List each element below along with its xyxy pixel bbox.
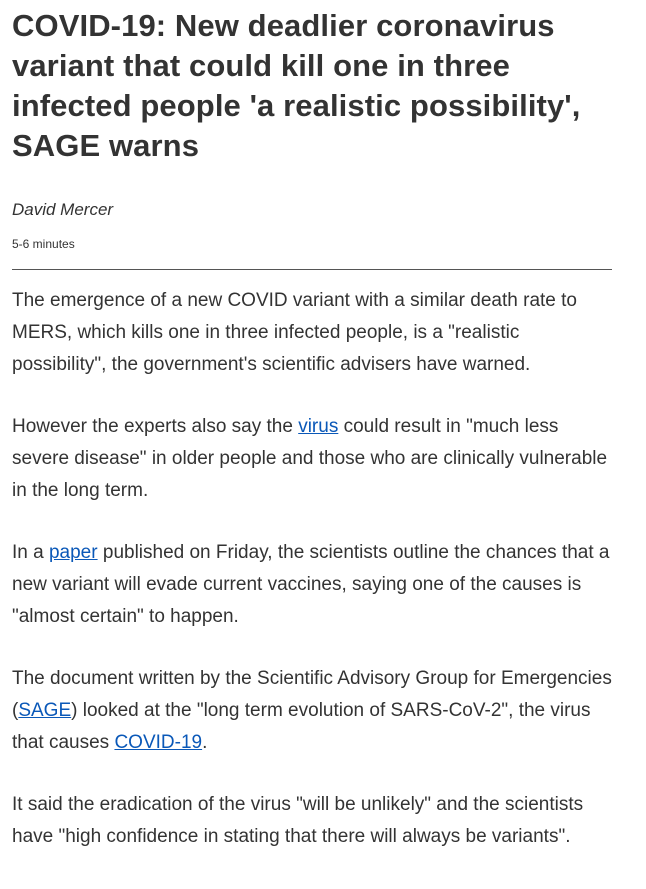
reading-time: 5-6 minutes <box>12 237 75 251</box>
paragraph-4 <box>12 663 612 759</box>
virus-link[interactable]: virus <box>298 416 339 437</box>
paragraph-1: The emergence of a new COVID variant with a similar death rate to MERS, which kills one in three infected people, is a "realistic possibility", the government's scientific advisers have warned. <box>12 290 577 375</box>
sage-link[interactable]: SAGE <box>18 700 72 721</box>
paper-link[interactable]: paper <box>48 542 98 563</box>
paragraph-4-text-middle: ) looked at the "long term evolution of SARS-CoV-2", the virus that causes <box>12 700 591 753</box>
paragraph-2-text-after: could result in "much less severe disease" in older people and those who are clinically vulnerable in the long term. <box>12 416 608 501</box>
article-headline: COVID-19: New deadlier coronavirus variant that could kill one in three infected people 'a realistic possibility', SAGE warns <box>12 8 581 163</box>
paragraph-2 <box>12 411 612 507</box>
paragraph-3-text-after: published on Friday, the scientists outline the chances that a new variant will evade current vaccines, saying one of the causes is "almost certain" to happen. <box>12 542 610 627</box>
paragraph-3-text-before: In a <box>12 542 49 563</box>
paragraph-2-text-before: However the experts also say the <box>12 416 299 437</box>
article <box>12 0 612 883</box>
divider <box>12 269 612 270</box>
paragraph-4-text-after: . <box>202 732 208 753</box>
paragraph-3 <box>12 537 612 633</box>
paragraph-4-text-before: The document written by the Scientific Advisory Group for Emergencies ( <box>12 668 612 721</box>
author-byline: David Mercer <box>12 200 114 219</box>
article-body <box>12 285 612 853</box>
paragraph-5: It said the eradication of the virus "will be unlikely" and the scientists have "high confidence in stating that there will always be variants". <box>12 794 584 847</box>
covid-19-link[interactable]: COVID-19 <box>114 732 203 753</box>
